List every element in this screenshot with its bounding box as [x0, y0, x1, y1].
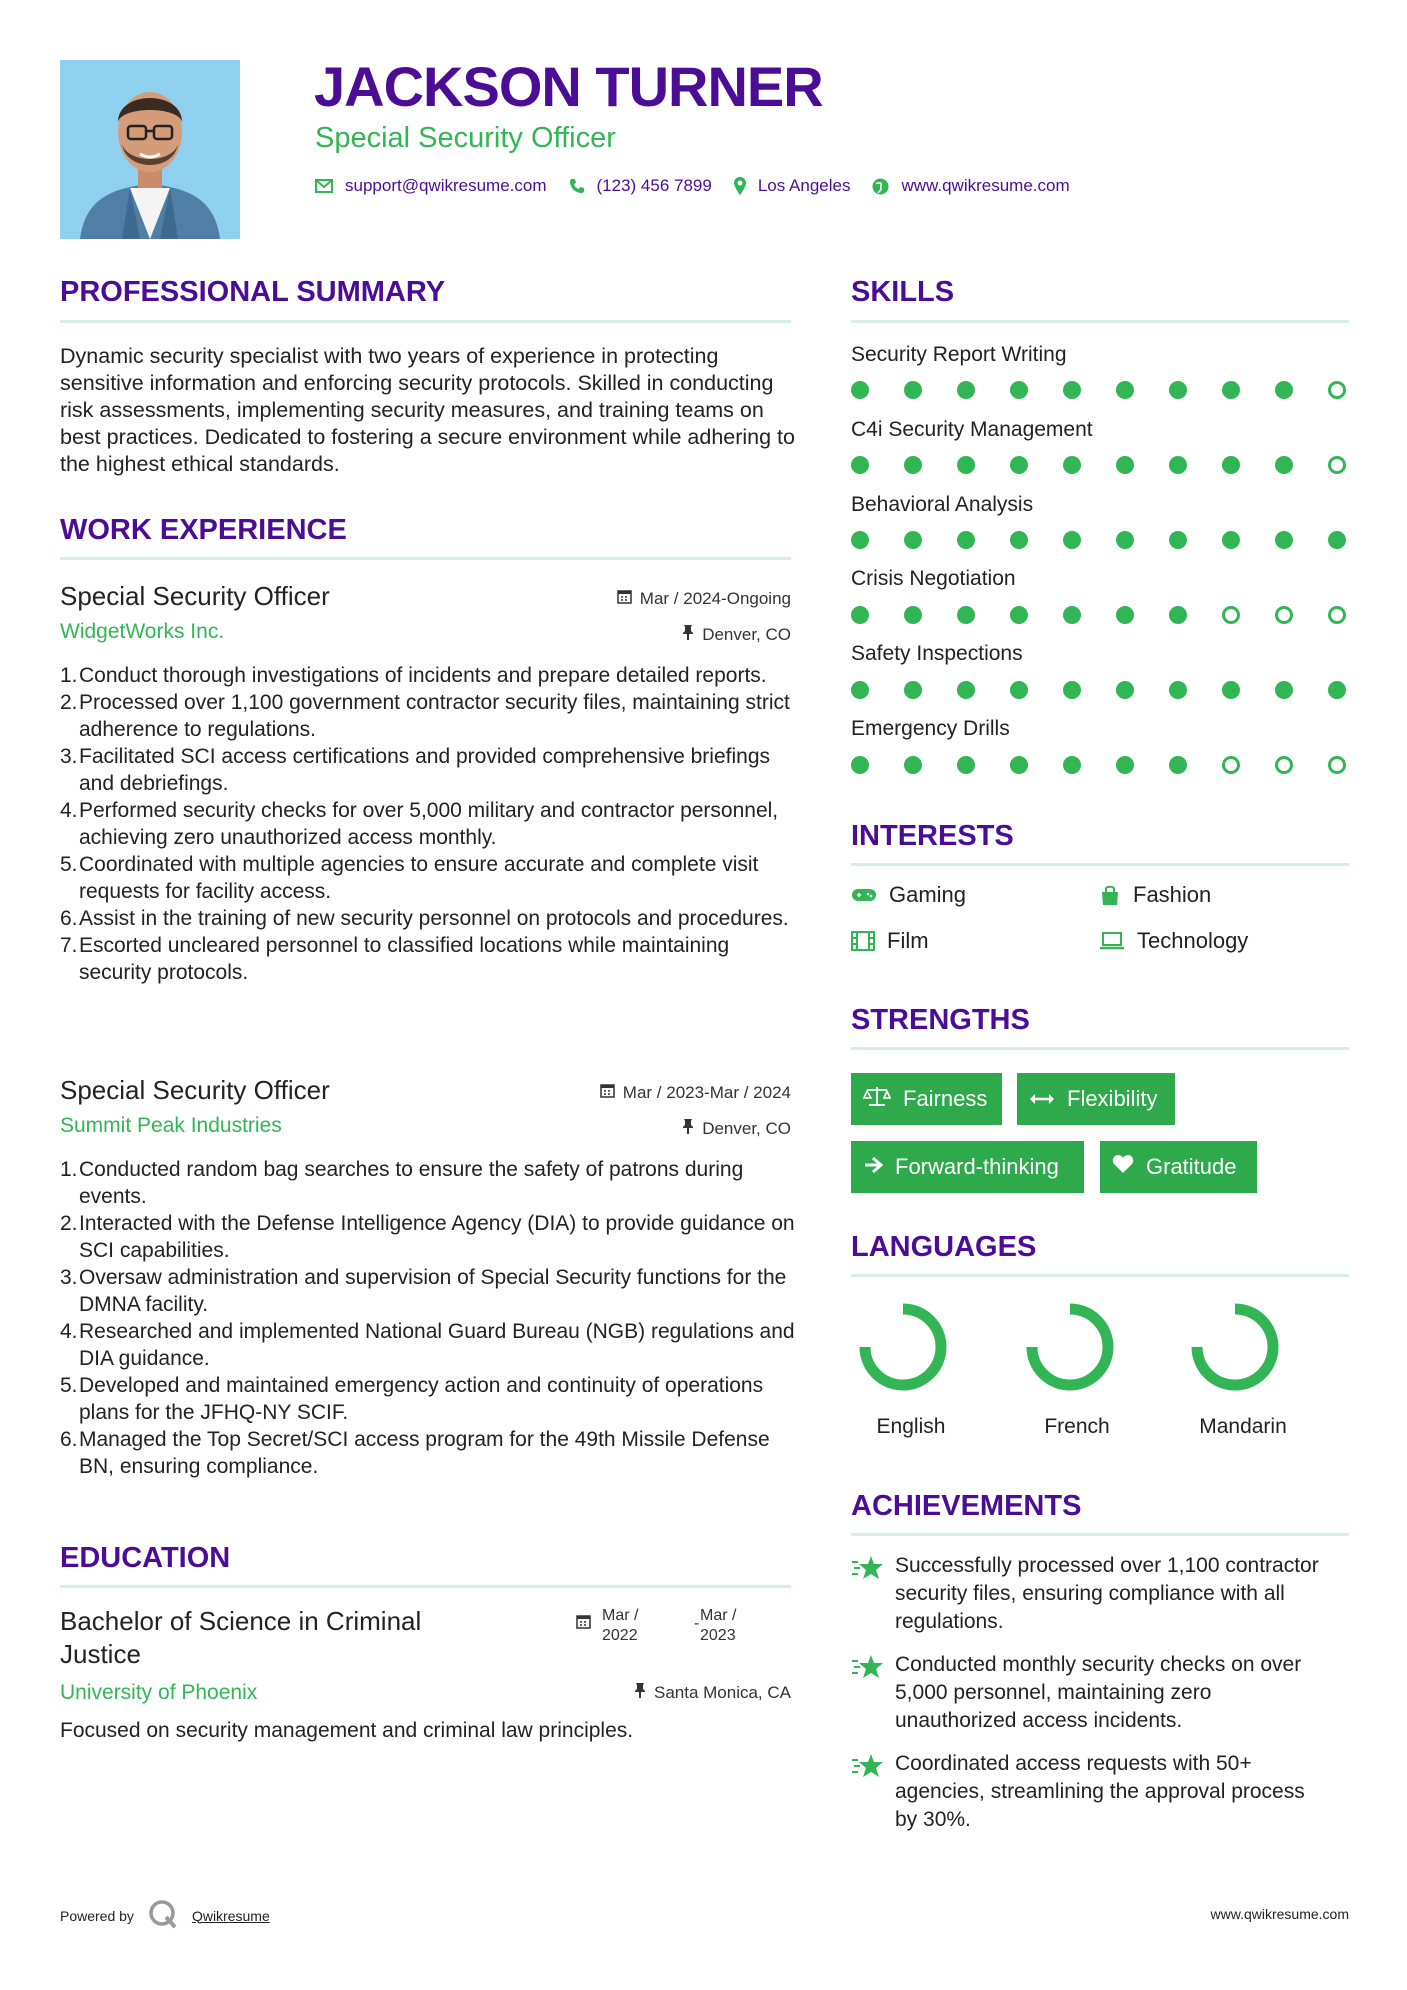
- work-heading: WORK EXPERIENCE: [60, 514, 347, 546]
- skill-dot-filled: [904, 381, 922, 399]
- skill-dot-filled: [1275, 531, 1293, 549]
- contact-website[interactable]: www.qwikresume.com: [901, 176, 1070, 195]
- arrows-horizontal-icon: [1029, 1086, 1055, 1112]
- star-icon: [851, 1752, 885, 1785]
- star-icon: [851, 1653, 885, 1686]
- skill-dot-filled: [1169, 531, 1187, 549]
- section-divider: [60, 320, 791, 323]
- strength-chip: Forward-thinking: [851, 1141, 1084, 1193]
- edu-location: [634, 1682, 791, 1703]
- section-divider: [60, 1585, 791, 1588]
- language-name: French: [1044, 1415, 1110, 1438]
- skill-dot-filled: [1275, 456, 1293, 474]
- skill-dot-filled: [1222, 531, 1240, 549]
- skill-dot-filled: [1010, 606, 1028, 624]
- skill-dot-filled: [851, 381, 869, 399]
- list-item: 2. Interacted with the Defense Intelligence Agency (DIA) to provide guidance on SCI capabilities.: [60, 1212, 795, 1262]
- skill-rating: [851, 606, 1349, 626]
- candidate-name: JACKSON TURNER: [314, 55, 823, 118]
- skill-dot-filled: [957, 531, 975, 549]
- contact-phone[interactable]: (123) 456 7899: [596, 176, 712, 195]
- job-date-text: Mar / 2024-Ongoing: [639, 589, 791, 608]
- skill-dot-filled: [1010, 381, 1028, 399]
- skill-dot-filled: [904, 606, 922, 624]
- list-item: 4. Performed security checks for over 5,000 military and contractor personnel, achieving zero unauthorized access monthly.: [60, 799, 779, 849]
- strength-chip: Flexibility: [1017, 1073, 1175, 1125]
- shopping-bag-icon: [1099, 884, 1121, 906]
- skill-dot-filled: [1063, 531, 1081, 549]
- job-date: [617, 589, 791, 609]
- pushpin-icon: [682, 1118, 694, 1139]
- skill-rating: [851, 456, 1349, 476]
- skill-rating: [851, 756, 1349, 776]
- section-divider: [851, 320, 1349, 323]
- list-item: 7. Escorted uncleared personnel to classified locations while maintaining security protocols.: [60, 934, 730, 984]
- skill-dot-filled: [1116, 381, 1134, 399]
- arrow-right-icon: [863, 1154, 883, 1180]
- skill-dot-empty: [1328, 456, 1346, 474]
- skill-dot-empty: [1328, 381, 1346, 399]
- skill-dot-filled: [957, 381, 975, 399]
- skill-name: Safety Inspections: [851, 642, 1023, 665]
- skill-dot-filled: [1063, 606, 1081, 624]
- skill-dot-filled: [1063, 381, 1081, 399]
- job-location-text: Denver, CO: [702, 624, 791, 644]
- interest-item: Film: [851, 928, 929, 954]
- gamepad-icon: [851, 887, 877, 903]
- skill-dot-filled: [1116, 531, 1134, 549]
- skill-name: C4i Security Management: [851, 418, 1093, 441]
- map-marker-icon: [734, 177, 746, 195]
- job-date-text: Mar / 2023-Mar / 2024: [622, 1083, 791, 1102]
- skill-dot-filled: [1222, 381, 1240, 399]
- skill-name: Emergency Drills: [851, 717, 1010, 740]
- interest-item: Gaming: [851, 882, 966, 908]
- skill-dot-empty: [1275, 756, 1293, 774]
- skill-dot-filled: [957, 456, 975, 474]
- skill-dot-filled: [1169, 756, 1187, 774]
- skill-dot-filled: [1169, 456, 1187, 474]
- skill-dot-filled: [1116, 456, 1134, 474]
- qwikresume-logo-icon: [148, 1899, 178, 1932]
- skill-dot-filled: [1063, 681, 1081, 699]
- calendar-icon: [617, 589, 632, 609]
- skill-dot-filled: [1010, 681, 1028, 699]
- job-title: Special Security Officer: [60, 1075, 330, 1105]
- skill-dot-filled: [1116, 681, 1134, 699]
- job-date: [600, 1083, 791, 1103]
- envelope-icon: [315, 179, 333, 193]
- profile-photo: [60, 60, 240, 239]
- film-icon: [851, 931, 875, 951]
- job-location-text: Denver, CO: [702, 1118, 791, 1138]
- list-item: 3. Oversaw administration and supervision of Special Security functions for the DMNA facility.: [60, 1266, 787, 1316]
- section-divider: [851, 863, 1349, 866]
- brand-link[interactable]: Qwikresume: [191, 1907, 270, 1924]
- edu-end-date: Mar / 2023: [700, 1607, 737, 1644]
- job-duties: [60, 1156, 795, 1480]
- skill-rating: [851, 381, 1349, 401]
- skill-dot-filled: [1222, 681, 1240, 699]
- language-arc: [1032, 1309, 1108, 1385]
- strength-chip: Gratitude: [1100, 1141, 1257, 1193]
- heart-icon: [1112, 1154, 1134, 1180]
- skill-dot-filled: [1063, 756, 1081, 774]
- language-arc: [865, 1309, 941, 1385]
- skill-dot-filled: [1010, 756, 1028, 774]
- skill-dot-filled: [904, 456, 922, 474]
- section-divider: [851, 1047, 1349, 1050]
- section-divider: [851, 1533, 1349, 1536]
- job-title: Special Security Officer: [60, 581, 330, 611]
- list-item: 4. Researched and implemented National Guard Bureau (NGB) regulations and DIA guidance.: [60, 1320, 795, 1370]
- achievement-item: Successfully processed over 1,100 contractor security files, ensuring compliance with all regulations.: [851, 1552, 1321, 1636]
- skill-dot-filled: [957, 606, 975, 624]
- list-item: 2. Processed over 1,100 government contractor security files, maintaining strict adherence to regulations.: [60, 691, 790, 741]
- skill-dot-empty: [1222, 606, 1240, 624]
- skill-dot-filled: [1116, 756, 1134, 774]
- skill-dot-filled: [957, 681, 975, 699]
- degree-title: Bachelor of Science in Criminal Justice: [60, 1606, 422, 1669]
- interest-item: Fashion: [1099, 882, 1211, 908]
- education-heading: EDUCATION: [60, 1542, 231, 1574]
- skill-dot-filled: [1063, 456, 1081, 474]
- skill-dot-filled: [851, 756, 869, 774]
- skill-dot-filled: [1222, 456, 1240, 474]
- interest-item: Technology: [1099, 928, 1248, 954]
- strength-chip: Fairness: [851, 1073, 1002, 1125]
- skill-dot-filled: [1275, 381, 1293, 399]
- skill-dot-filled: [904, 681, 922, 699]
- edu-date-dash: -: [694, 1615, 700, 1632]
- skill-dot-filled: [1010, 456, 1028, 474]
- job-duties: [60, 662, 795, 986]
- achievement-item: Conducted monthly security checks on over 5,000 personnel, maintaining zero unauthorized access incidents.: [851, 1651, 1321, 1735]
- balance-scale-icon: [863, 1085, 891, 1113]
- candidate-role: Special Security Officer: [315, 122, 616, 154]
- achievement-item: Coordinated access requests with 50+ agencies, streamlining the approval process by 30%.: [851, 1750, 1321, 1834]
- skill-dot-filled: [1275, 681, 1293, 699]
- edu-location-text: Santa Monica, CA: [653, 1682, 791, 1702]
- skill-dot-filled: [1169, 681, 1187, 699]
- footer-branding: [60, 1899, 270, 1932]
- list-item: 1. Conduct thorough investigations of incidents and prepare detailed reports.: [60, 664, 767, 687]
- section-divider: [851, 1274, 1349, 1277]
- interests-heading: INTERESTS: [851, 820, 1014, 852]
- skills-heading: SKILLS: [851, 276, 955, 308]
- list-item: 6. Assist in the training of new security personnel on protocols and procedures.: [60, 907, 789, 930]
- edu-description: Focused on security management and criminal law principles.: [60, 1719, 634, 1742]
- list-item: 3. Facilitated SCI access certifications and provided comprehensive briefings and debriefings.: [60, 745, 771, 795]
- footer-website[interactable]: www.qwikresume.com: [1210, 1906, 1349, 1922]
- list-item: 1. Conducted random bag searches to ensure the safety of patrons during events.: [60, 1158, 744, 1208]
- globe-icon: [872, 178, 889, 195]
- skill-dot-filled: [904, 531, 922, 549]
- skill-dot-filled: [1328, 681, 1346, 699]
- skill-dot-filled: [1169, 606, 1187, 624]
- summary-text: Dynamic security specialist with two years of experience in protecting sensitive information and enforcing security protocols. Skilled in conducting risk assessments, implementing security measures, and training teams on best practices. Dedicated to fostering a secure environment while adhering to the highest ethical standards.: [60, 344, 795, 476]
- laptop-icon: [1099, 932, 1125, 950]
- contact-location: Los Angeles: [757, 176, 851, 195]
- phone-icon: [569, 178, 585, 194]
- contact-email[interactable]: support@qwikresume.com: [345, 176, 547, 195]
- language-name: Mandarin: [1199, 1415, 1287, 1438]
- language-name: English: [876, 1415, 946, 1438]
- job-location: [682, 1118, 791, 1139]
- job-company: WidgetWorks Inc.: [60, 620, 225, 643]
- skill-dot-filled: [1328, 531, 1346, 549]
- school-name: University of Phoenix: [60, 1681, 258, 1704]
- skill-dot-empty: [1328, 756, 1346, 774]
- skill-dot-filled: [851, 531, 869, 549]
- pushpin-icon: [634, 1682, 646, 1703]
- skill-dot-filled: [1116, 606, 1134, 624]
- skill-dot-empty: [1222, 756, 1240, 774]
- language-proficiency-ring: [1025, 1302, 1115, 1392]
- job-location: [682, 624, 791, 645]
- languages-heading: LANGUAGES: [851, 1231, 1037, 1263]
- pushpin-icon: [682, 624, 694, 645]
- contact-bar: [315, 176, 1092, 196]
- skill-dot-filled: [1169, 381, 1187, 399]
- edu-start-date: Mar / 2022: [602, 1607, 639, 1644]
- skill-name: Security Report Writing: [851, 343, 1067, 366]
- section-divider: [60, 557, 791, 560]
- summary-heading: PROFESSIONAL SUMMARY: [60, 276, 446, 308]
- language-arc: [1197, 1309, 1273, 1385]
- skill-dot-empty: [1275, 606, 1293, 624]
- skill-dot-filled: [904, 756, 922, 774]
- job-company: Summit Peak Industries: [60, 1114, 282, 1137]
- language-proficiency-ring: [858, 1302, 948, 1392]
- list-item: 5. Developed and maintained emergency action and continuity of operations plans for the JFHQ-NY SCIF.: [60, 1374, 764, 1424]
- skill-dot-filled: [851, 606, 869, 624]
- strengths-heading: STRENGTHS: [851, 1004, 1030, 1036]
- star-icon: [851, 1554, 885, 1587]
- calendar-icon: [600, 1083, 615, 1103]
- skill-name: Crisis Negotiation: [851, 567, 1016, 590]
- powered-by-label: Powered by: [60, 1907, 134, 1924]
- calendar-icon: [576, 1614, 591, 1635]
- skill-rating: [851, 681, 1349, 701]
- list-item: 5. Coordinated with multiple agencies to ensure accurate and complete visit requests for facility access.: [60, 853, 759, 903]
- achievements-heading: ACHIEVEMENTS: [851, 1490, 1082, 1522]
- language-proficiency-ring: [1190, 1302, 1280, 1392]
- skill-rating: [851, 531, 1349, 551]
- skill-dot-filled: [851, 681, 869, 699]
- skill-dot-filled: [957, 756, 975, 774]
- skill-dot-filled: [1010, 531, 1028, 549]
- skill-dot-filled: [851, 456, 869, 474]
- skill-name: Behavioral Analysis: [851, 493, 1034, 516]
- list-item: 6. Managed the Top Secret/SCI access program for the 49th Missile Defense BN, ensuring compliance.: [60, 1428, 770, 1478]
- skill-dot-empty: [1328, 606, 1346, 624]
